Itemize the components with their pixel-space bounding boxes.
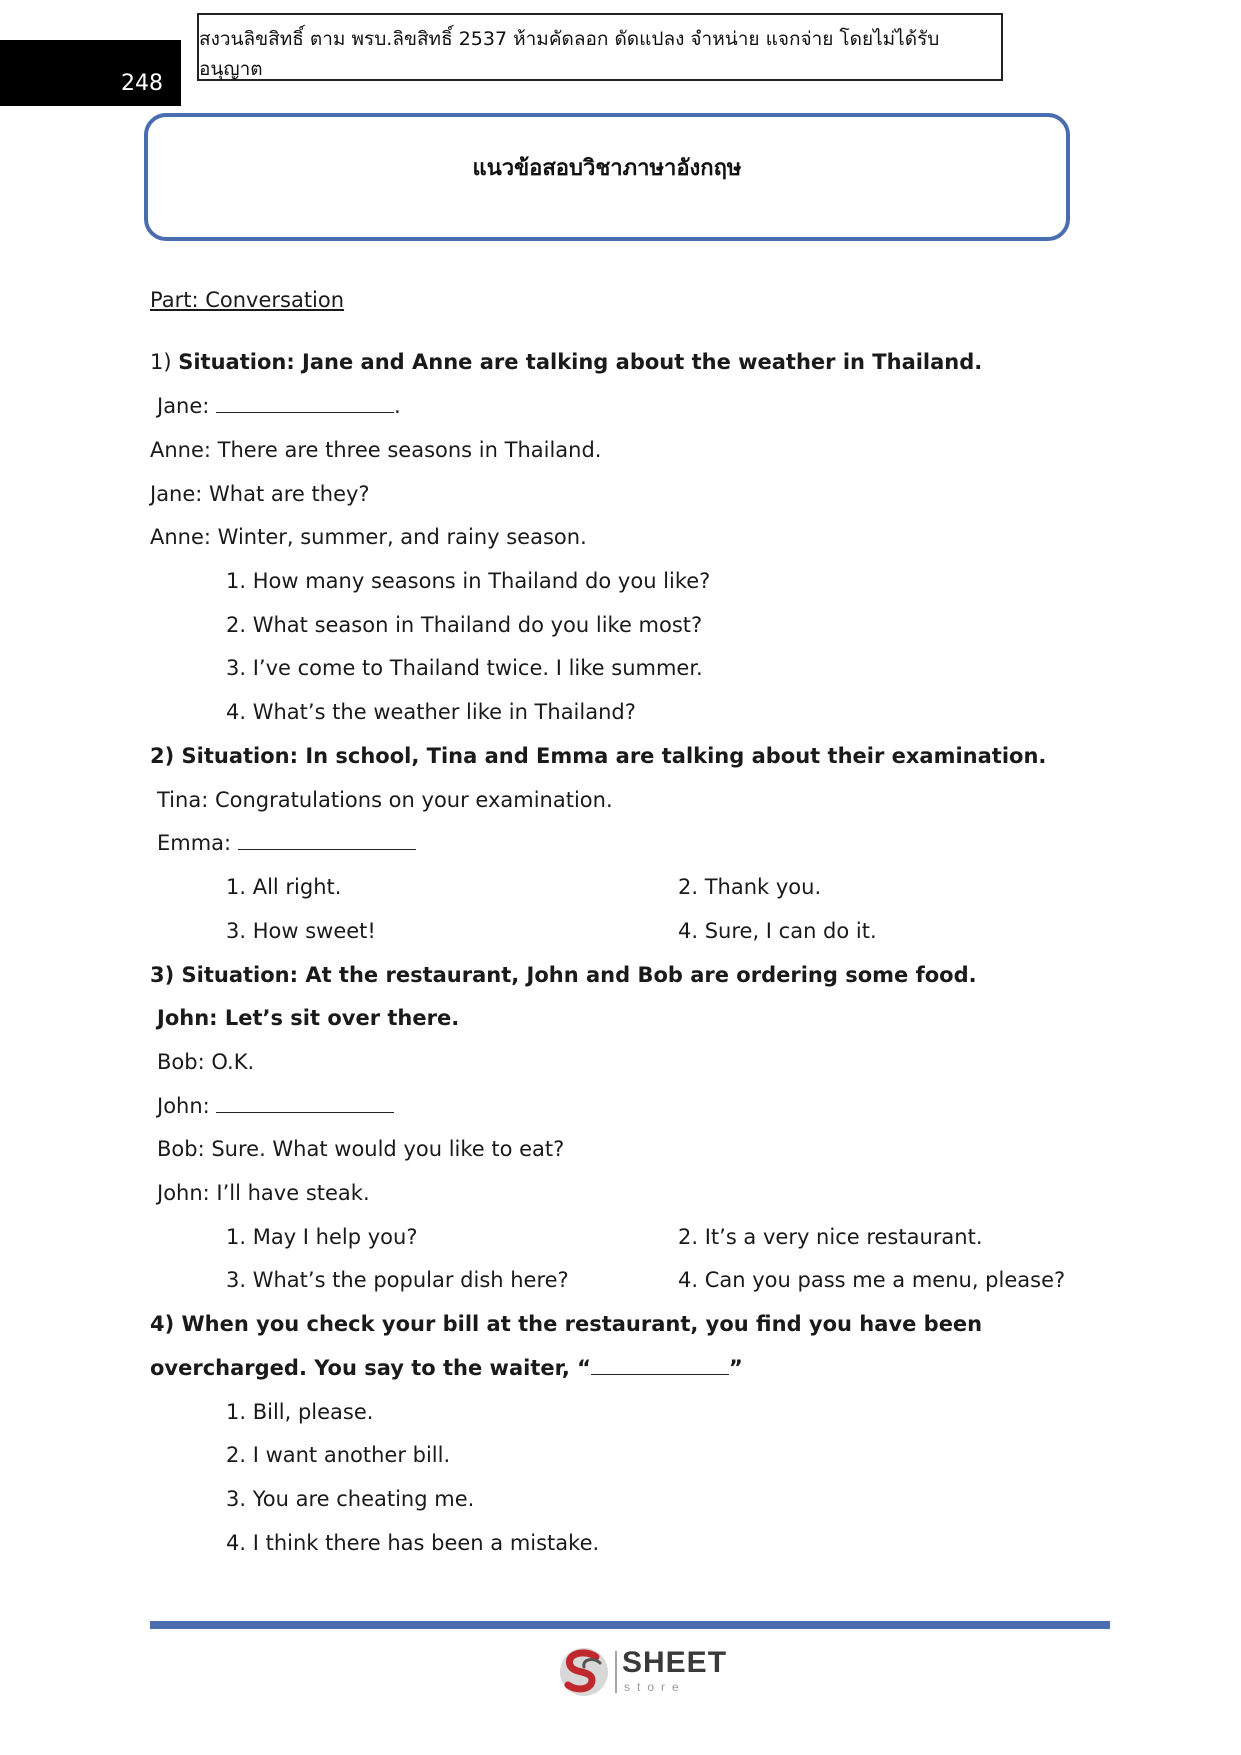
q1-jane-period: . <box>394 394 401 418</box>
q3-choice-3: 3. What’s the popular dish here? <box>226 1268 569 1292</box>
page-title: แนวข้อสอบวิชาภาษาอังกฤษ <box>472 155 742 181</box>
q3-bob-line-2: Bob: Sure. What would you like to eat? <box>157 1137 565 1161</box>
q3-bob-line-1: Bob: O.K. <box>157 1050 255 1074</box>
q4-question-line-1: 4) When you check your bill at the restaurant, you find you have been <box>150 1312 983 1336</box>
q1-choice-1: 1. How many seasons in Thailand do you like? <box>226 569 711 593</box>
q1-situation <box>150 348 982 376</box>
q4-choice-3: 3. You are cheating me. <box>226 1487 475 1511</box>
q1-anne-line-1: Anne: There are three seasons in Thailand. <box>150 438 602 462</box>
q2-situation: 2) Situation: In school, Tina and Emma are talking about their examination. <box>150 744 1047 768</box>
q3-john-label: John: <box>157 1094 217 1118</box>
copyright-notice <box>197 13 1003 81</box>
q4-question-text: overcharged. You say to the waiter, “ <box>150 1356 591 1380</box>
answer-blank <box>238 831 416 850</box>
q4-choice-1: 1. Bill, please. <box>226 1400 374 1424</box>
q3-choice-2: 2. It’s a very nice restaurant. <box>678 1225 983 1249</box>
q1-jane-label: Jane: <box>157 394 217 418</box>
q4-choice-2: 2. I want another bill. <box>226 1443 451 1467</box>
q3-choice-4: 4. Can you pass me a menu, please? <box>678 1268 1066 1292</box>
q2-tina-line: Tina: Congratulations on your examination. <box>157 788 613 812</box>
q2-choice-2: 2. Thank you. <box>678 875 822 899</box>
answer-blank <box>216 1094 394 1113</box>
q1-anne-line-2: Anne: Winter, summer, and rainy season. <box>150 525 587 549</box>
q2-choice-3: 3. How sweet! <box>226 919 376 943</box>
brand-subtitle: store <box>624 1680 686 1694</box>
q1-choice-2: 2. What season in Thailand do you like most? <box>226 613 703 637</box>
answer-blank <box>216 394 394 413</box>
q3-choice-1: 1. May I help you? <box>226 1225 418 1249</box>
q2-emma-label: Emma: <box>157 831 238 855</box>
q3-john-line-2 <box>157 1092 394 1120</box>
answer-blank <box>591 1356 729 1375</box>
brand-name: SHEET <box>622 1646 728 1679</box>
part-heading: Part: Conversation <box>150 288 345 312</box>
q1-jane-line <box>157 392 401 420</box>
q1-number: 1) <box>150 350 179 374</box>
page-number <box>0 40 181 106</box>
q2-choice-4: 4. Sure, I can do it. <box>678 919 877 943</box>
q3-john-line-3: John: I’ll have steak. <box>157 1181 370 1205</box>
q1-situation-text: Situation: Jane and Anne are talking about the weather in Thailand. <box>178 350 983 374</box>
q3-john-line-1: John: Let’s sit over there. <box>157 1006 460 1030</box>
q4-question-line-2 <box>150 1354 743 1382</box>
footer-rule <box>150 1621 1110 1629</box>
page-title-box <box>144 113 1070 241</box>
q2-choice-1: 1. All right. <box>226 875 342 899</box>
page-number-text: 248 <box>121 71 163 96</box>
q1-jane-line-2: Jane: What are they? <box>150 482 370 506</box>
q1-choice-3: 3. I’ve come to Thailand twice. I like summer. <box>226 656 703 680</box>
q2-emma-line <box>157 829 416 857</box>
q1-choice-4: 4. What’s the weather like in Thailand? <box>226 700 636 724</box>
copyright-text: สงวนลิขสิทธิ์ ตาม พรบ.ลิขสิทธิ์ 2537 ห้ามคัดลอก ดัดแปลง จำหน่าย แจกจ่าย โดยไม่ได้รับอนุญาต <box>199 28 940 80</box>
q4-choice-4: 4. I think there has been a mistake. <box>226 1531 600 1555</box>
q3-situation: 3) Situation: At the restaurant, John and Bob are ordering some food. <box>150 963 977 987</box>
q4-closing-quote: ” <box>728 1356 743 1380</box>
